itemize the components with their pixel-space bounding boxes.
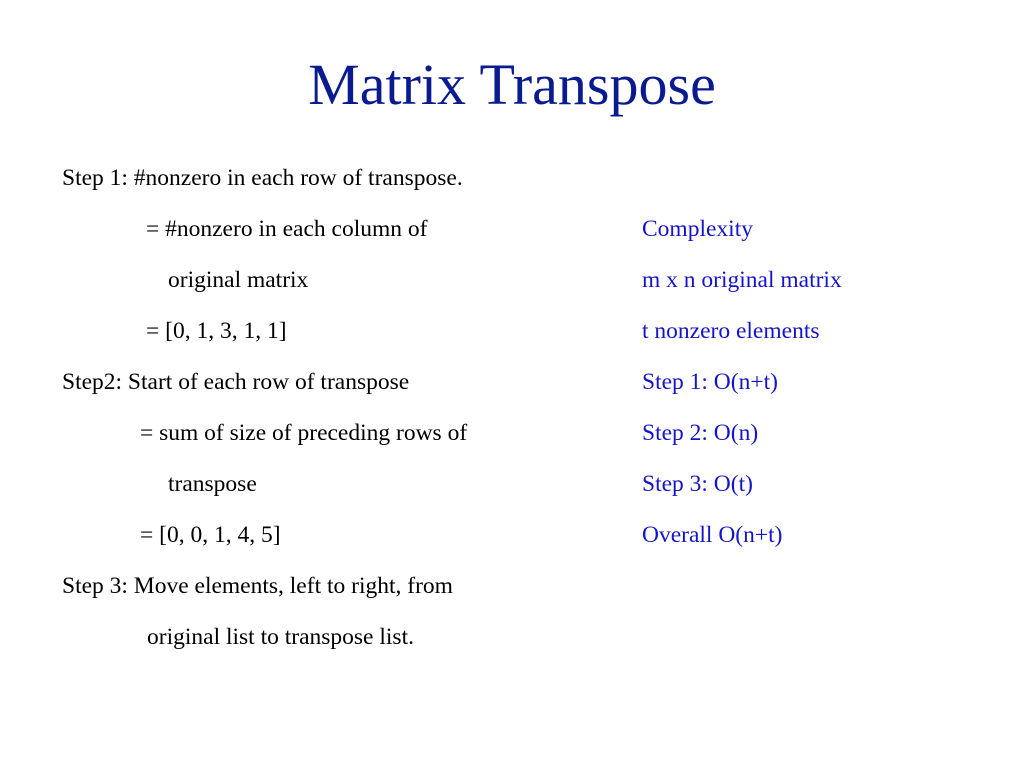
step-1-result: = [0, 1, 3, 1, 1] — [146, 318, 287, 344]
step-2-heading: Step2: Start of each row of transpose — [62, 369, 410, 395]
step-1-detail-line-1: = #nonzero in each column of — [146, 216, 428, 242]
step-2-result: = [0, 0, 1, 4, 5] — [140, 522, 281, 548]
slide-title: Matrix Transpose — [308, 52, 716, 117]
step-3-detail: original list to transpose list. — [147, 624, 414, 650]
complexity-overall: Overall O(n+t) — [642, 522, 783, 548]
step-2-detail-line-1: = sum of size of preceding rows of — [140, 420, 468, 446]
complexity-heading: Complexity — [642, 216, 753, 242]
complexity-step-2: Step 2: O(n) — [642, 420, 759, 446]
complexity-matrix-size: m x n original matrix — [642, 267, 842, 293]
complexity-step-3: Step 3: O(t) — [642, 471, 753, 497]
step-2-detail-line-2: transpose — [168, 471, 257, 497]
step-1-heading: Step 1: #nonzero in each row of transpose. — [62, 165, 463, 191]
step-3-heading: Step 3: Move elements, left to right, from — [62, 573, 453, 599]
complexity-step-1: Step 1: O(n+t) — [642, 369, 778, 395]
step-1-detail-line-2: original matrix — [168, 267, 309, 293]
complexity-nonzero-count: t nonzero elements — [642, 318, 820, 344]
